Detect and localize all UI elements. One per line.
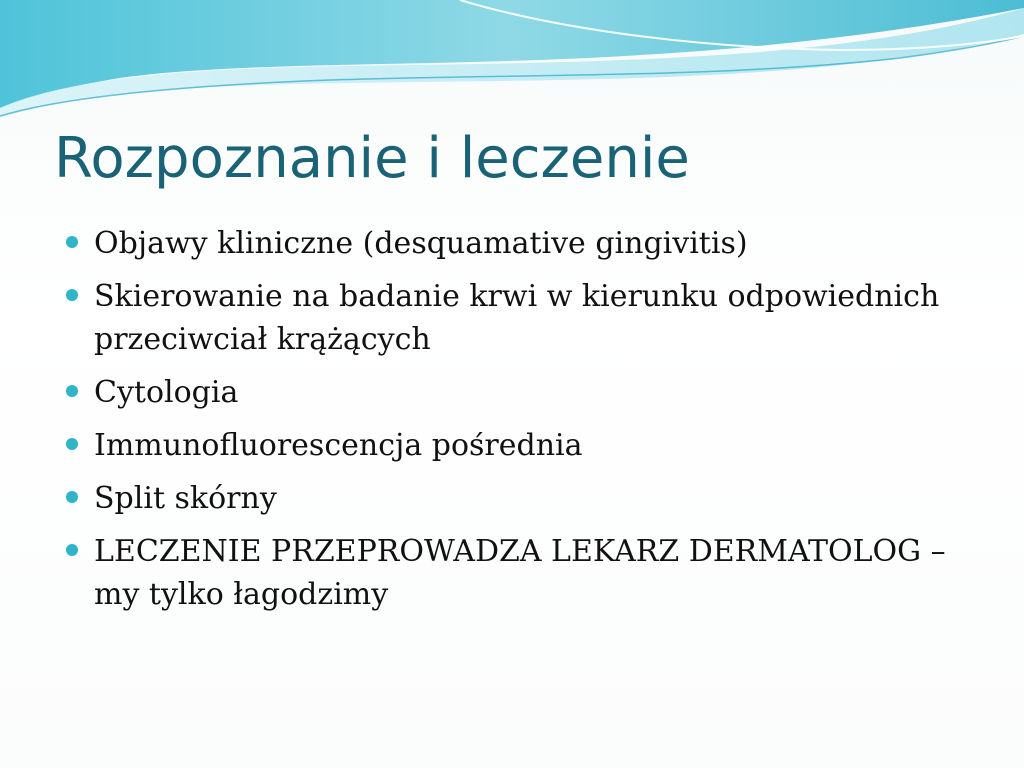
bullet-dot-icon [66,385,78,397]
bullet-text: LECZENIE PRZEPROWADZA LEKARZ DERMATOLOG – my tylko łagodzimy [94,534,946,612]
bullet-item [64,275,984,361]
bullet-dot-icon [66,289,78,301]
bullet-item [64,424,984,467]
bullet-item [64,371,984,414]
slide-title: Rozpoznanie i leczenie [54,126,690,191]
bullet-text: Skierowanie na badanie krwi w kierunku odpowiednich przeciwciał krążących [94,279,940,357]
bullet-dot-icon [66,491,78,503]
bullet-dot-icon [66,544,78,556]
bullet-dot-icon [66,236,78,248]
bullet-list [64,222,984,626]
decorative-wave-header [0,0,1024,130]
bullet-item [64,530,984,616]
bullet-text: Split skórny [94,481,277,516]
bullet-dot-icon [66,438,78,450]
bullet-text: Cytologia [94,375,239,410]
bullet-text: Immunofluorescencja pośrednia [94,428,583,463]
bullet-item [64,477,984,520]
bullet-text: Objawy kliniczne (desquamative gingivitis) [94,226,748,261]
bullet-item [64,222,984,265]
